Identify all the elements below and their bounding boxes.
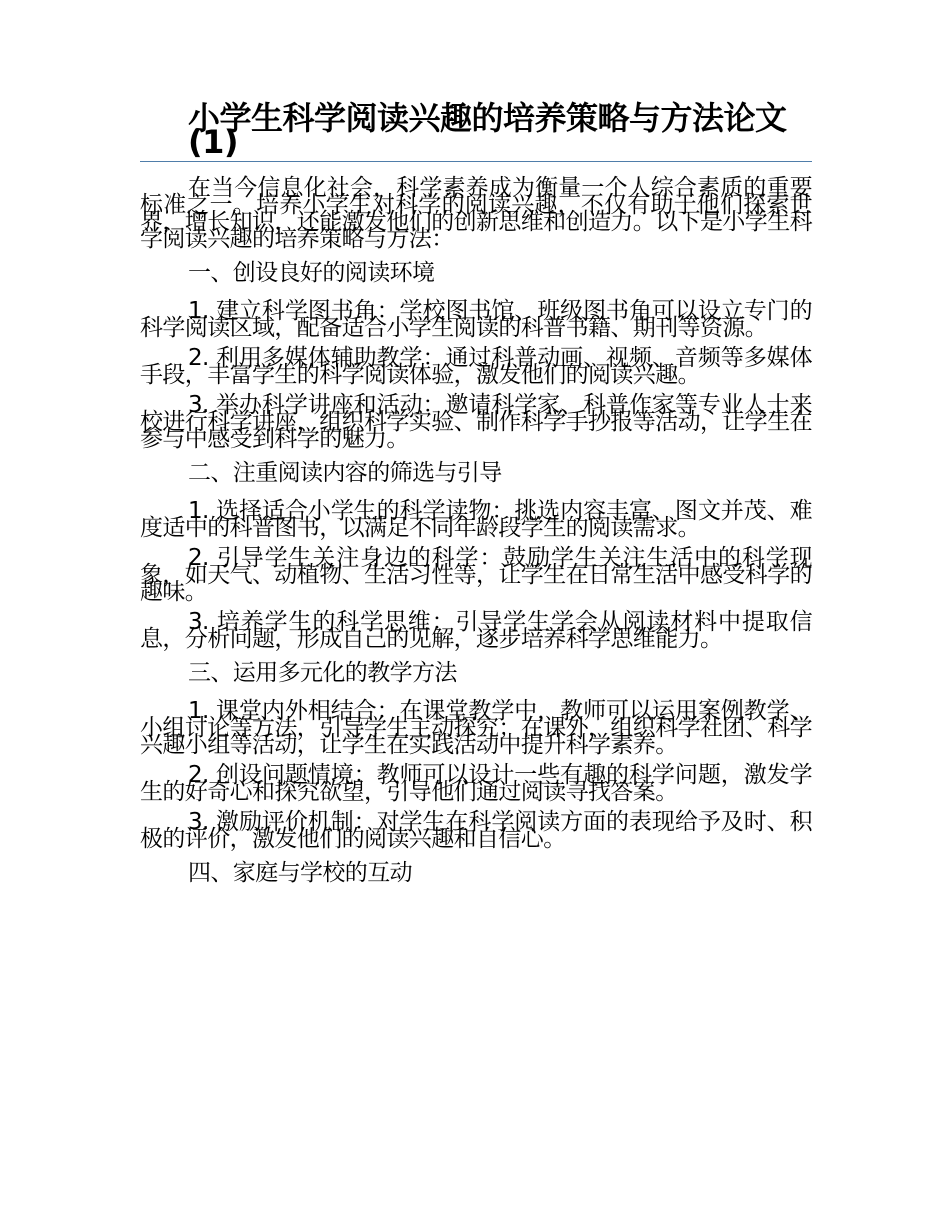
section-3-item-1: 1. 课堂内外相结合：在课堂教学中，教师可以运用案例教学、小组讨论等方法，引导学生主动探究；在课外，组织科学社团、科学兴趣小组等活动，让学生在实践活动中提升科学素养。 (140, 698, 813, 758)
section-2-item-1: 1. 选择适合小学生的科学读物：挑选内容丰富、图文并茂、难度适中的科普图书，以满足不同年龄段学生的阅读需求。 (140, 498, 812, 541)
section-1-item-2: 2. 利用多媒体辅助教学：通过科普动画、视频、音频等多媒体手段，丰富学生的科学阅读体验，激发他们的阅读兴趣。 (140, 345, 812, 388)
section-1-item-1: 1. 建立科学图书角：学校图书馆、班级图书角可以设立专门的科学阅读区域，配备适合小学生阅读的科普书籍、期刊等资源。 (140, 298, 812, 341)
title-underline (140, 161, 812, 162)
section-2-item-3: 3. 培养学生的科学思维：引导学生学会从阅读材料中提取信息，分析问题，形成自己的见解，逐步培养科学思维能力。 (140, 609, 812, 652)
section-heading-2: 二、注重阅读内容的筛选与引导 (188, 460, 502, 486)
section-3-item-2: 2. 创设问题情境：教师可以设计一些有趣的科学问题，激发学生的好奇心和探究欲望，引导他们通过阅读寻找答案。 (140, 762, 812, 805)
intro-paragraph: 在当今信息化社会，科学素养成为衡量一个人综合素质的重要标准之一。培养小学生对科学的阅读兴趣，不仅有助于他们探索世界，增长知识，还能激发他们的创新思维和创造力。以下是小学生科学阅读兴趣的培养策略与方法： (140, 175, 813, 252)
document-body (140, 175, 813, 903)
section-2-item-2: 2. 引导学生关注身边的科学：鼓励学生关注生活中的科学现象，如天气、动植物、生活习性等，让学生在日常生活中感受科学的趣味。 (140, 545, 813, 605)
section-heading-1: 一、创设良好的阅读环境 (188, 260, 435, 286)
section-heading-4: 四、家庭与学校的互动 (188, 860, 413, 886)
section-heading-3: 三、运用多元化的教学方法 (188, 660, 457, 686)
document-title: 小学生科学阅读兴趣的培养策略与方法论文(1) (188, 99, 787, 161)
section-1-item-3: 3. 举办科学讲座和活动：邀请科学家、科普作家等专业人士来校进行科学讲座，组织科学实验、制作科学手抄报等活动，让学生在参与中感受到科学的魅力。 (140, 392, 813, 452)
document-page (140, 0, 812, 1230)
section-3-item-3: 3. 激励评价机制：对学生在科学阅读方面的表现给予及时、积极的评价，激发他们的阅读兴趣和自信心。 (140, 809, 812, 852)
